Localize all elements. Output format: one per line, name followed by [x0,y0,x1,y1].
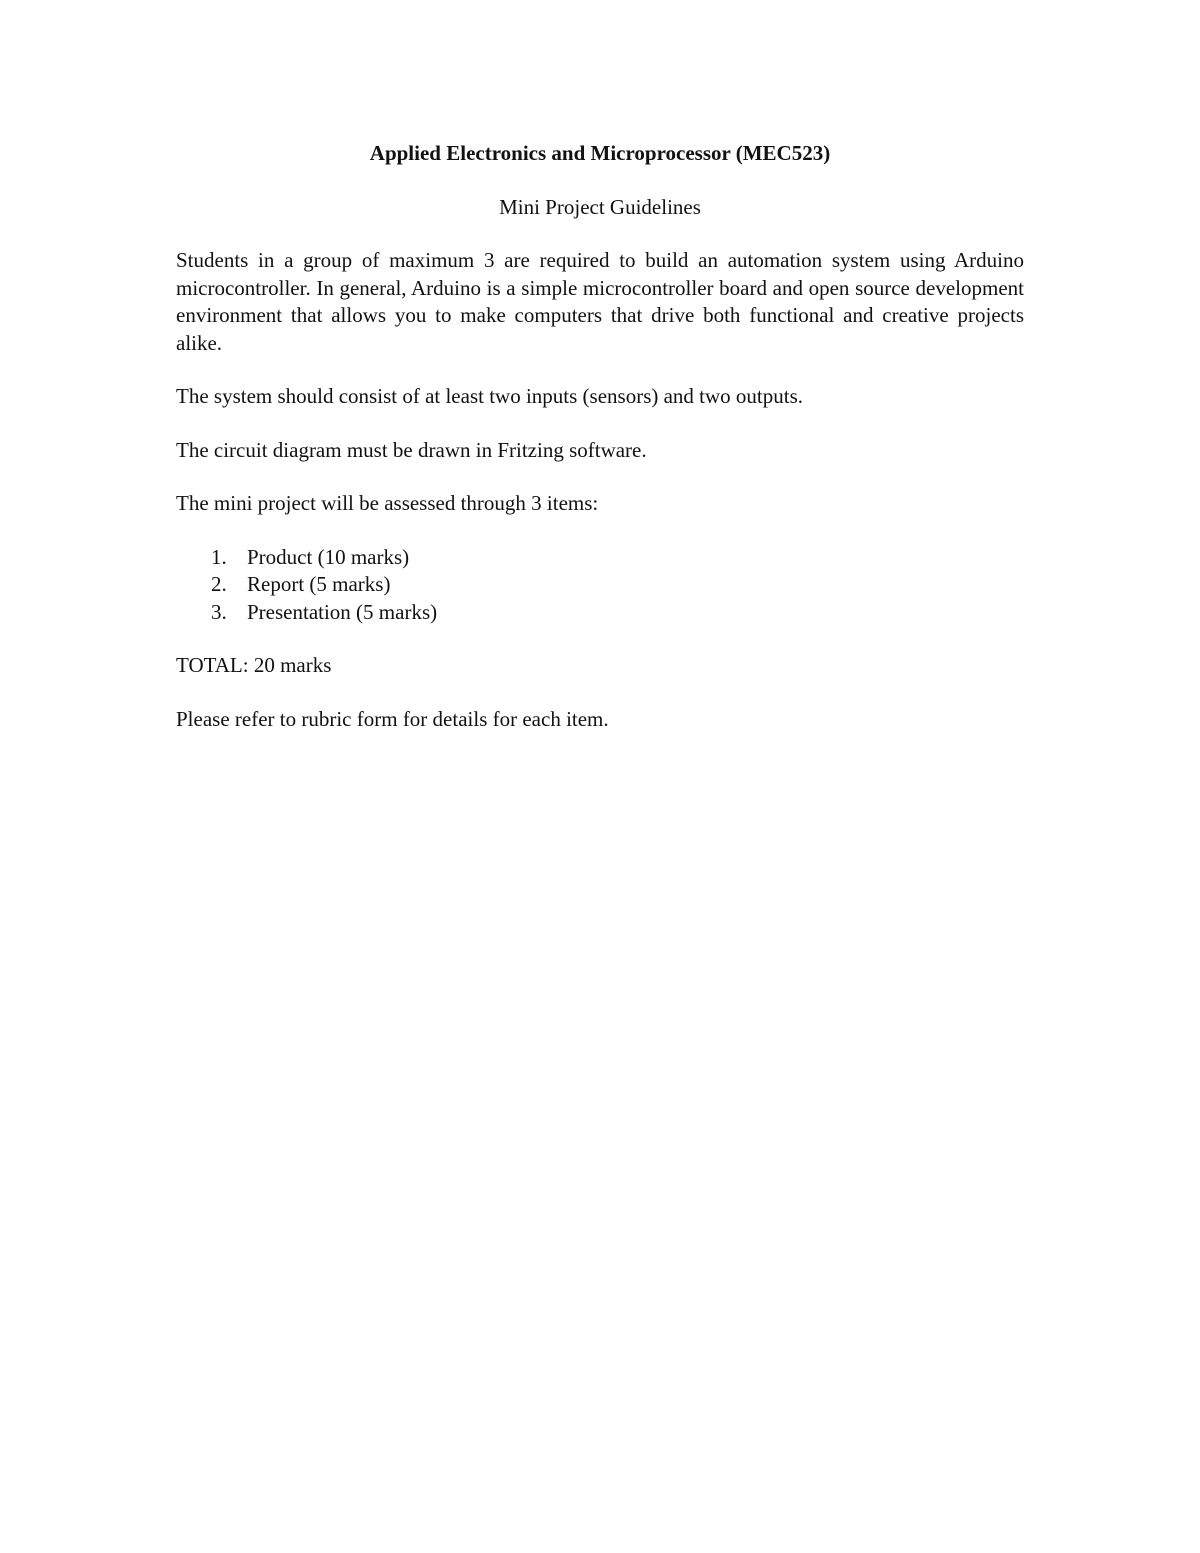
list-item-number: 1. [211,544,227,569]
list-item-text: Report (5 marks) [247,572,391,596]
total-marks: TOTAL: 20 marks [176,653,332,677]
circuit-paragraph: The circuit diagram must be drawn in Fritzing software. [176,437,647,462]
list-item-text: Presentation (5 marks) [247,599,438,624]
assessment-list [176,544,1024,627]
document-body [176,140,1024,759]
requirements-paragraph: The system should consist of at least two inputs (sensors) and two outputs. [176,384,804,408]
intro-paragraph: Students in a group of maximum 3 are required to build an automation system using Arduino microcontroller. In general, Arduino is a simple microcontroller board and open source development environment that allows you to make computers that drive both functional and creative projects alike. [176,248,1024,355]
list-item [176,571,1024,599]
list-item-text: Product (10 marks) [247,544,410,569]
document-subtitle: Mini Project Guidelines [499,194,701,219]
rubric-note: Please refer to rubric form for details for each item. [176,706,609,731]
assessment-paragraph: The mini project will be assessed through 3 items: [176,491,599,515]
list-item [176,544,1024,572]
list-item-number: 3. [211,599,227,624]
list-item [176,599,1024,627]
document-title: Applied Electronics and Microprocessor (MEC523) [369,141,831,165]
list-item-number: 2. [211,572,227,596]
